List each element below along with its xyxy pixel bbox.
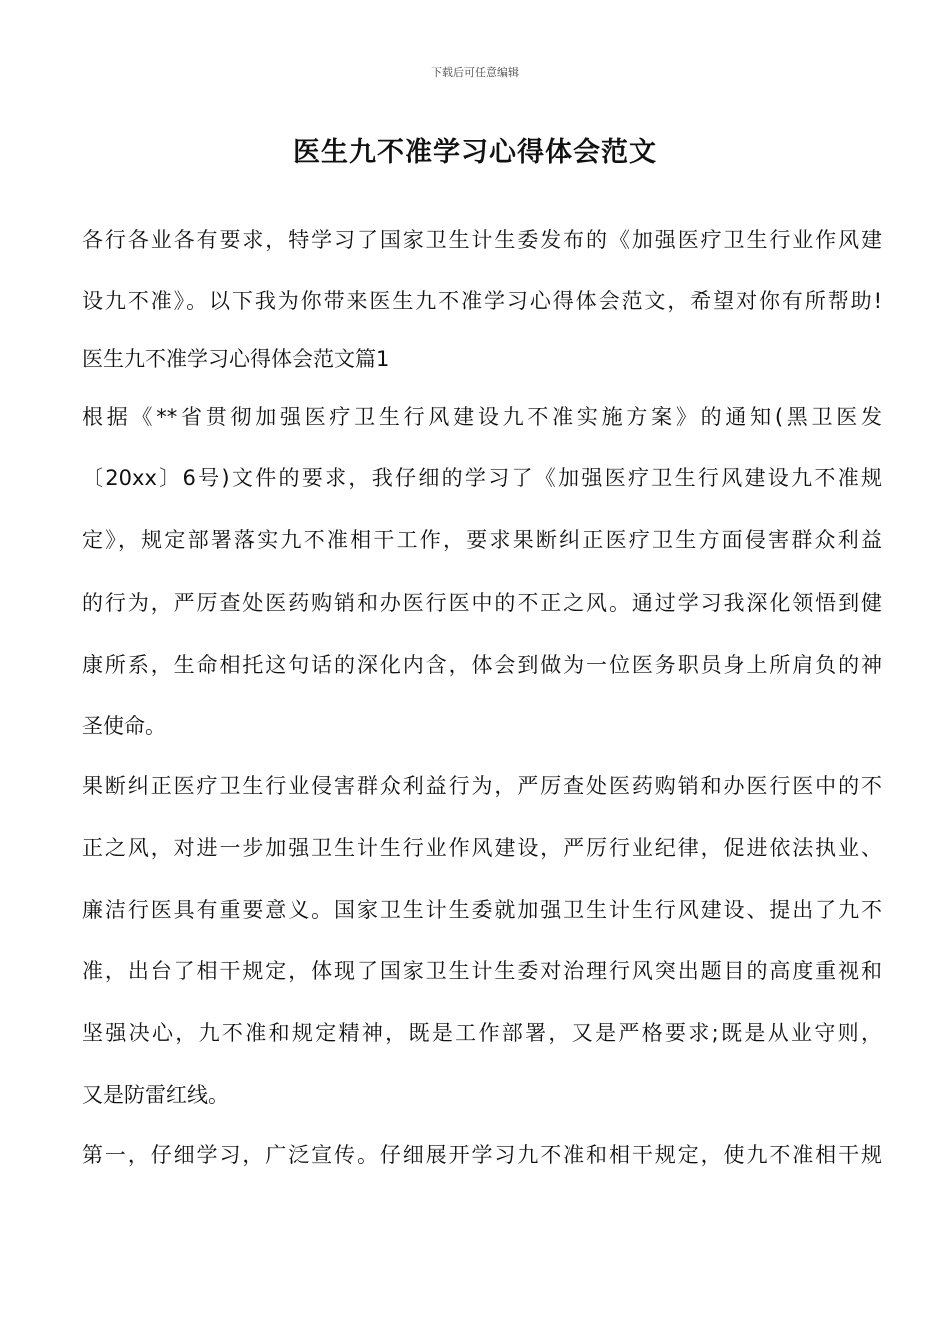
document-title: 医生九不准学习心得体会范文 xyxy=(293,137,657,168)
body-line: 廉洁行医具有重要意义。国家卫生计生委就加强卫生计生行风建设、提出了九不 xyxy=(82,898,882,922)
body-line: 康所系，生命相托这句话的深化内含，体会到做为一位医务职员身上所肩负的神 xyxy=(82,653,882,677)
body-line: 果断纠正医疗卫生行业侵害群众利益行为，严厉查处医药购销和办医行医中的不 xyxy=(82,774,882,798)
body-line: 根据《**省贯彻加强医疗卫生行风建设九不准实施方案》的通知(黑卫医发 xyxy=(82,405,882,429)
section-heading: 医生九不准学习心得体会范文篇1 xyxy=(82,347,390,371)
body-line: 坚强决心，九不准和规定精神，既是工作部署，又是严格要求;既是从业守则， xyxy=(82,1021,882,1045)
body-line: 第一，仔细学习，广泛宣传。仔细展开学习九不准和相干规定，使九不准相干规 xyxy=(82,1143,882,1167)
body-line: 又是防雷红线。 xyxy=(82,1083,229,1107)
body-line: 的行为，严厉查处医药购销和办医行医中的不正之风。通过学习我深化领悟到健 xyxy=(82,591,882,615)
body-line: 圣使命。 xyxy=(82,714,166,738)
body-line: 〔20xx〕6号)文件的要求，我仔细的学习了《加强医疗卫生行风建设九不准规 xyxy=(82,466,882,490)
body-line: 设九不准》。以下我为你带来医生九不准学习心得体会范文，希望对你有所帮助! xyxy=(82,289,882,313)
body-line: 各行各业各有要求，特学习了国家卫生计生委发布的《加强医疗卫生行业作风建 xyxy=(82,228,882,252)
body-line: 准，出台了相干规定，体现了国家卫生计生委对治理行风突出题目的高度重视和 xyxy=(82,959,882,983)
body-line: 定》，规定部署落实九不准相干工作，要求果断纠正医疗卫生方面侵害群众利益 xyxy=(82,528,882,552)
header-note: 下载后可任意编辑 xyxy=(431,66,519,79)
body-line: 正之风，对进一步加强卫生计生行业作风建设，严厉行业纪律，促进依法执业、 xyxy=(82,836,882,860)
